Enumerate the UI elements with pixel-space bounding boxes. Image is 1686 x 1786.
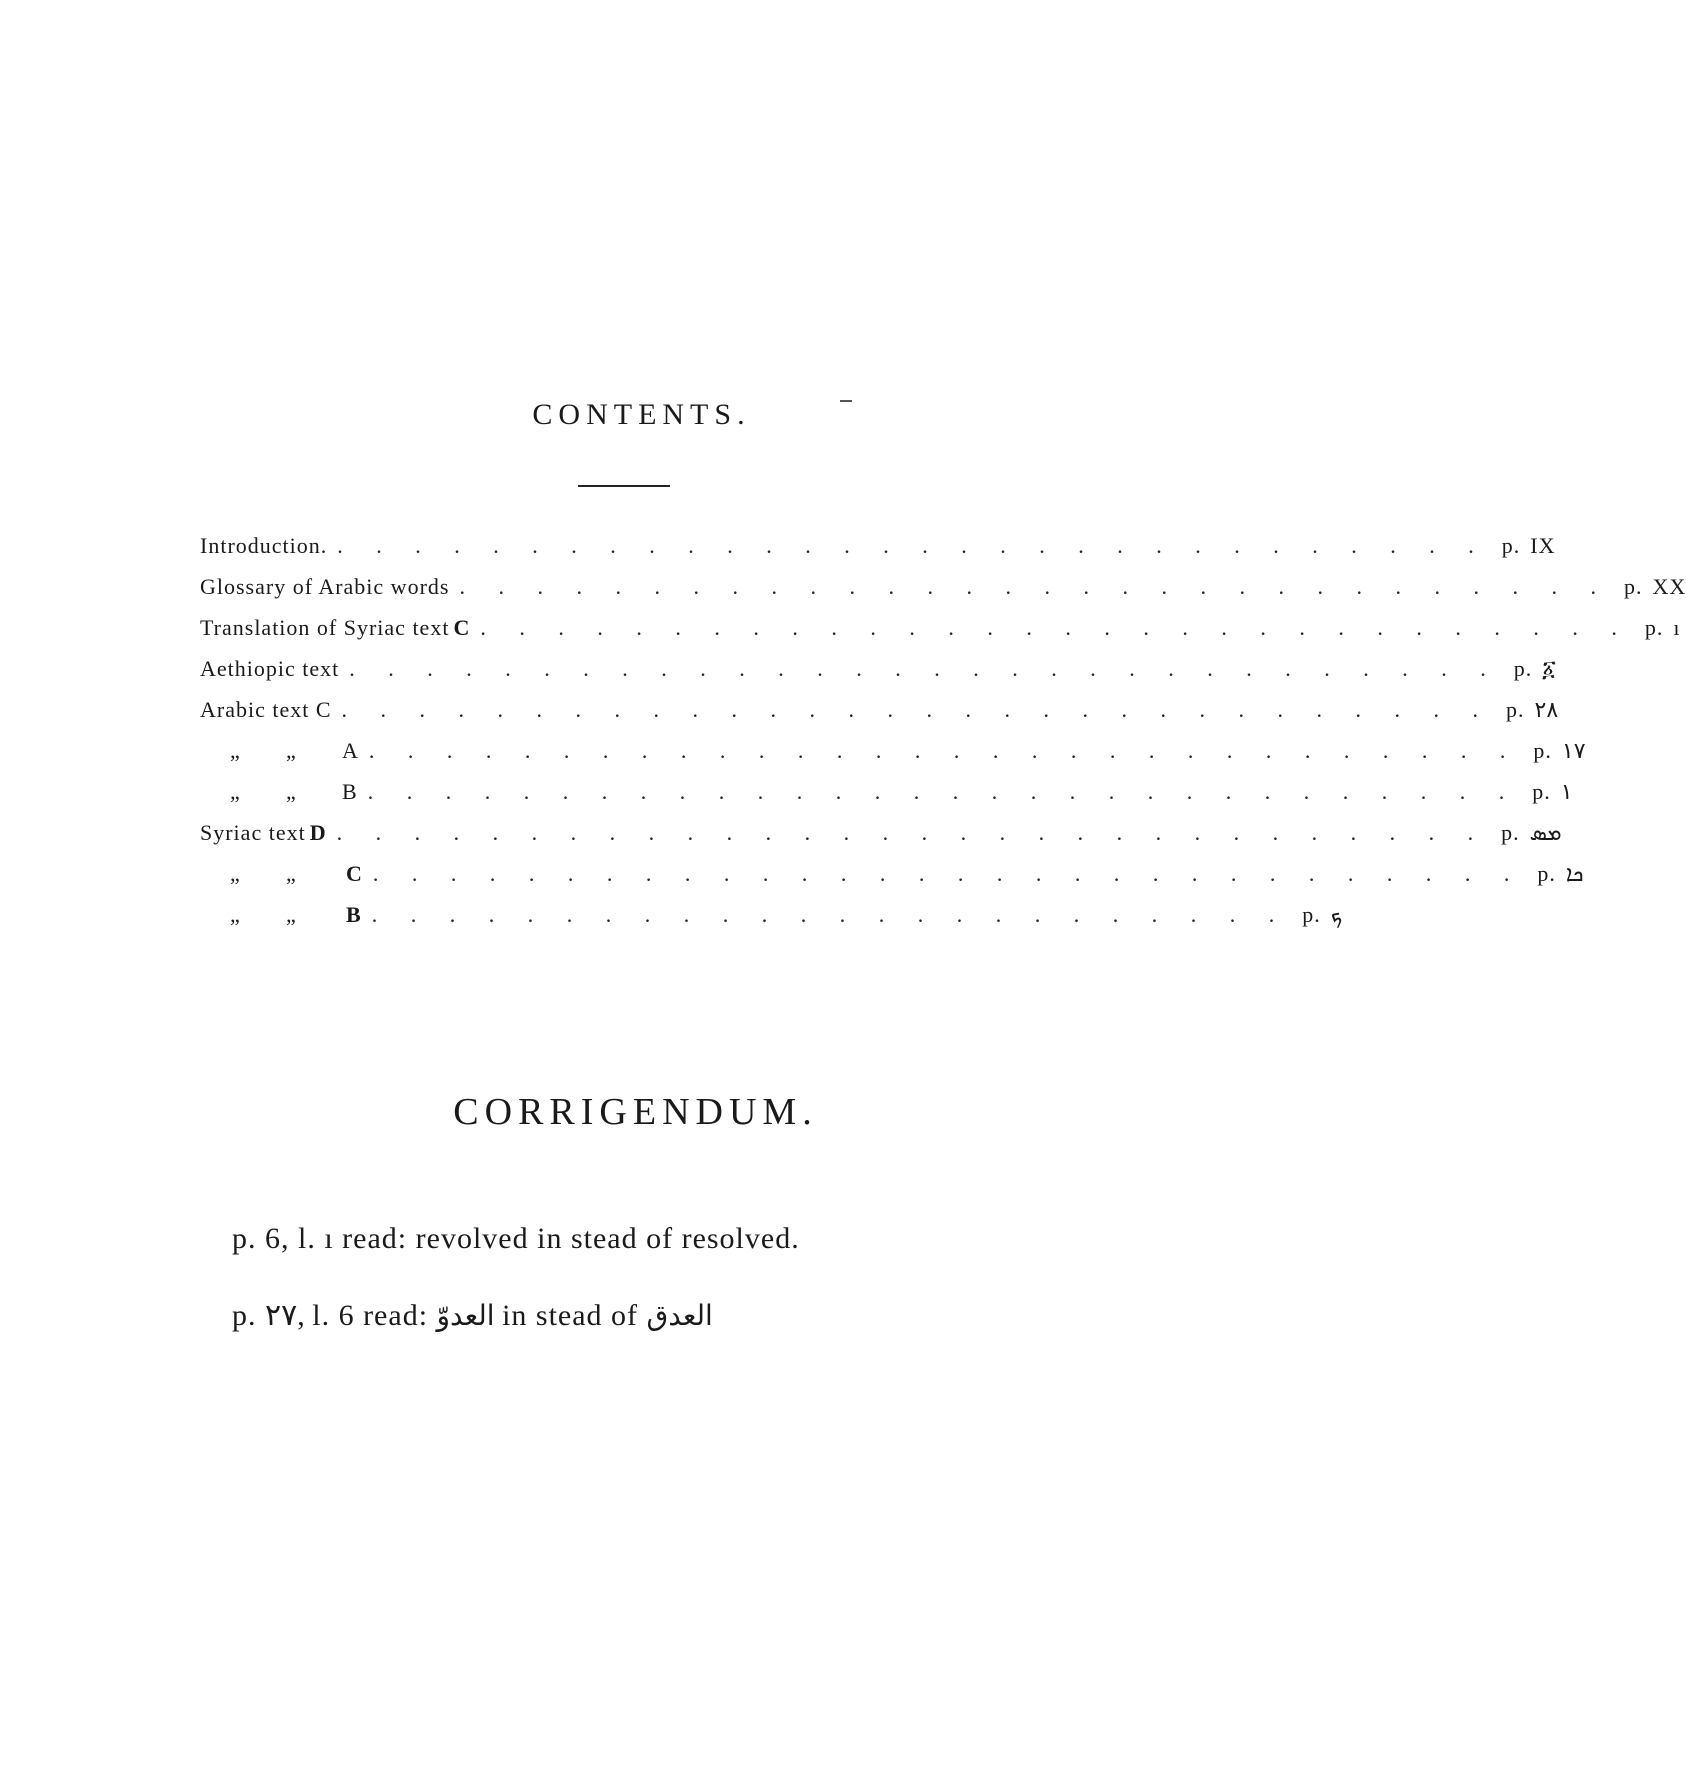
toc-entry xyxy=(200,730,1586,771)
leader-dots: . . . . . . . . . . . . . . . . . . . . . . . . . . . . . . xyxy=(459,573,1610,599)
contents-heading: CONTENTS. xyxy=(532,398,751,431)
toc-page-ref: p. ٢٨ xyxy=(1506,696,1559,722)
toc-entry xyxy=(200,771,1573,812)
text-letter: D xyxy=(309,819,327,845)
toc-entry-label xyxy=(200,738,359,764)
instead-of-text: in stead of xyxy=(537,1222,674,1255)
correct-reading: revolved xyxy=(415,1222,529,1255)
stray-ink-mark xyxy=(840,400,852,402)
page-number: ٢٨ xyxy=(1534,696,1559,722)
table-of-contents xyxy=(200,525,1686,935)
toc-entry-label: Syriac text D xyxy=(200,819,327,845)
toc-entry xyxy=(200,689,1559,730)
corrigendum-ref: p. ٢٧, l. 6 read: xyxy=(232,1299,429,1332)
text-letter: B xyxy=(346,901,362,927)
toc-page-ref: p. ፩ xyxy=(1513,655,1557,681)
instead-of-text: in stead of xyxy=(502,1299,639,1332)
leader-dots: . . . . . . . . . . . . . . . . . . . . . . . . . . . . . . xyxy=(368,737,1520,763)
leader-dots: . . . . . . . . . . . . . . . . . . . . . . . . . . . . . . xyxy=(480,614,1631,640)
toc-entry-label: Translation of Syriac text C xyxy=(200,614,471,640)
toc-entry-label: Glossary of Arabic words xyxy=(200,573,450,599)
page-number: IX xyxy=(1530,532,1556,558)
ditto-mark: „ xyxy=(230,860,241,886)
toc-entry xyxy=(200,648,1557,689)
page-number: ፩ xyxy=(1542,655,1557,681)
toc-entry xyxy=(200,607,1681,648)
leader-dots: . . . . . . . . . . . . . . . . . . . . . . . . . . . . . . xyxy=(367,778,1519,804)
page-number: ܟܐ xyxy=(1565,860,1584,886)
toc-entry-label xyxy=(200,902,362,928)
toc-page-ref: p. ١٧ xyxy=(1533,737,1586,763)
corrigendum-line xyxy=(232,1222,1132,1298)
toc-page-ref: p. ı xyxy=(1644,614,1681,640)
ditto-mark: „ xyxy=(230,901,241,927)
text-letter: B xyxy=(342,778,358,804)
text-letter: C xyxy=(346,860,363,886)
page-number: ܟ xyxy=(1330,901,1343,927)
toc-entry xyxy=(200,853,1584,894)
leader-dots: . . . . . . . . . . . . . . . . . . . . . . . . . . . . . . xyxy=(372,860,1524,886)
corrigendum-line xyxy=(232,1298,1132,1374)
toc-entry-label xyxy=(200,861,363,887)
leader-dots: . . . . . . . . . . . . . . . . . . . . . . . . . . . . . . xyxy=(337,532,1488,558)
page-number: ı xyxy=(1673,614,1681,640)
text-letter: A xyxy=(342,737,359,763)
toc-entry xyxy=(200,525,1556,566)
page-number: ܡܣ xyxy=(1529,819,1562,845)
toc-entry xyxy=(200,894,1343,935)
ditto-mark: „ xyxy=(286,778,297,804)
heading-rule xyxy=(578,485,670,487)
toc-page-ref: p. ١ xyxy=(1532,778,1573,804)
toc-entry xyxy=(200,812,1562,853)
wrong-reading: العدق xyxy=(646,1299,713,1332)
leader-dots: . . . . . . . . . . . . . . . . . . . . . . . . . . . . . . xyxy=(349,655,1500,681)
wrong-reading: resolved. xyxy=(681,1222,800,1255)
ditto-mark: „ xyxy=(286,737,297,763)
toc-entry-label: Aethiopic text xyxy=(200,655,340,681)
corrigendum-ref: p. 6, l. ı read: xyxy=(232,1222,408,1255)
text-letter: C xyxy=(453,614,471,640)
toc-entry xyxy=(200,566,1686,607)
toc-entry-label: Arabic text C xyxy=(200,696,332,722)
ditto-mark: „ xyxy=(230,737,241,763)
toc-page-ref: p. IX xyxy=(1501,532,1556,558)
corrigendum-heading: CORRIGENDUM. xyxy=(453,1091,818,1133)
toc-entry-label: Introduction. xyxy=(200,532,328,558)
leader-dots: . . . . . . . . . . . . . . . . . . . . . . . . xyxy=(371,901,1289,927)
leader-dots: . . . . . . . . . . . . . . . . . . . . . . . . . . . . . . xyxy=(336,819,1488,845)
corrigendum-list xyxy=(232,1222,1132,1374)
page-number: ١٧ xyxy=(1561,737,1586,763)
ditto-mark: „ xyxy=(230,778,241,804)
toc-page-ref: p. XX xyxy=(1623,573,1686,599)
ditto-mark: „ xyxy=(286,860,297,886)
ditto-mark: „ xyxy=(286,901,297,927)
toc-page-ref: p. ܟܐ xyxy=(1537,860,1584,886)
leader-dots: . . . . . . . . . . . . . . . . . . . . . . . . . . . . . . xyxy=(341,696,1493,722)
toc-page-ref: p. ܡܣ xyxy=(1501,819,1562,845)
correct-reading: العدوّ xyxy=(436,1299,495,1332)
toc-page-ref: p. ܟ xyxy=(1302,901,1343,927)
page-number: ١ xyxy=(1560,778,1573,804)
page-number: XX xyxy=(1652,573,1686,599)
toc-entry-label xyxy=(200,779,358,805)
